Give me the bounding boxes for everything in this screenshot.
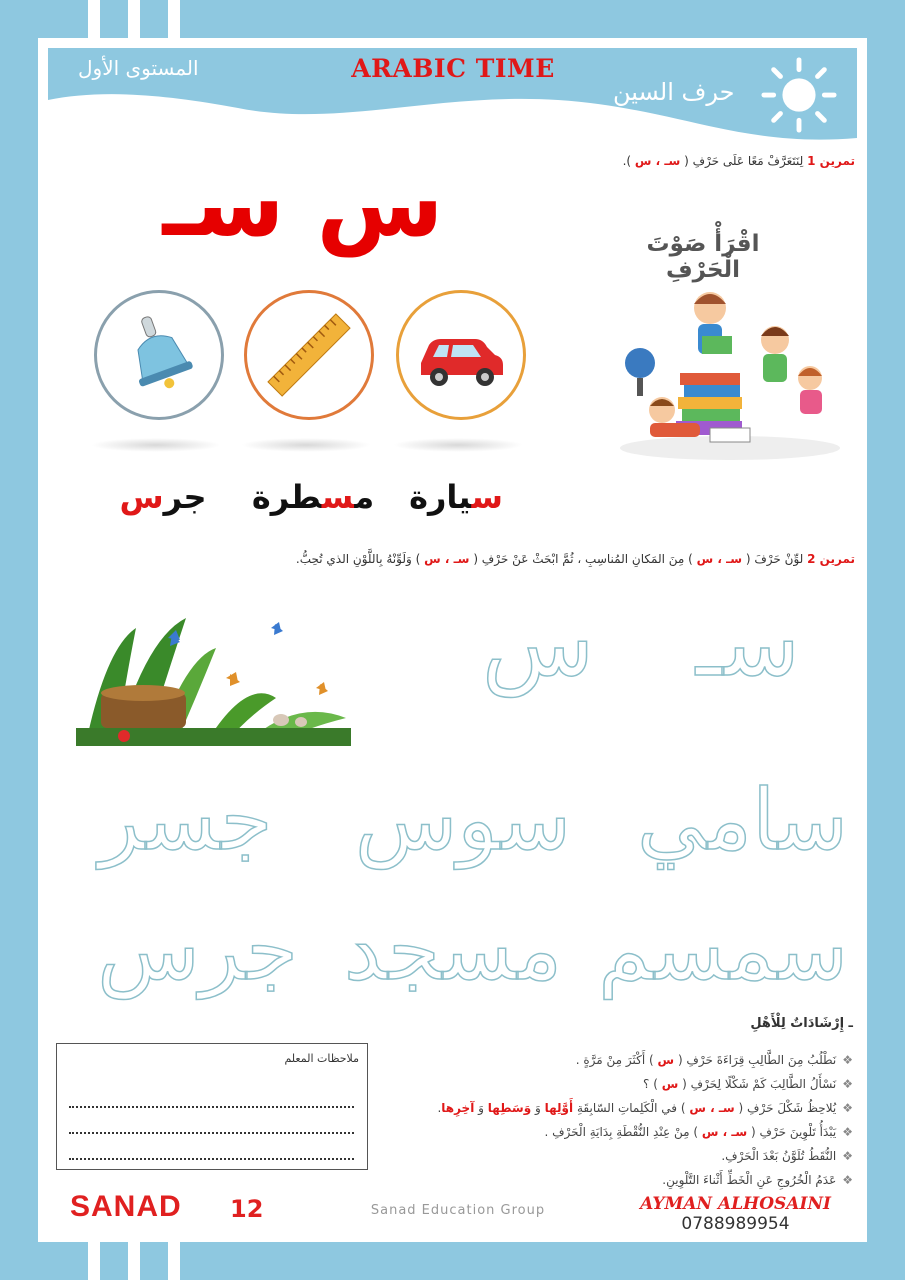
guidance-item: ❖نَسْأَلُ الطَّالِبَ كَمْ شَكْلًا لِحَرْفِ ( س ) ؟ bbox=[643, 1077, 853, 1091]
trace-word-jisr[interactable]: جسر bbox=[99, 771, 273, 869]
trace-word-masjid[interactable]: مسجد bbox=[343, 901, 563, 999]
ruler-shadow bbox=[241, 438, 371, 452]
brand-name: SANAD bbox=[70, 1190, 182, 1223]
author-name: AYMAN ALHOSAINI bbox=[640, 1194, 831, 1214]
trace-word-sami[interactable]: سامي bbox=[637, 771, 848, 869]
notes-line-3[interactable] bbox=[69, 1158, 354, 1160]
level-label: المستوى الأول bbox=[78, 56, 199, 80]
kids-reading-illustration bbox=[610, 278, 850, 463]
worksheet-page bbox=[38, 38, 867, 1242]
car-picture-circle bbox=[396, 290, 526, 420]
header-banner bbox=[38, 38, 867, 168]
trace-letter-initial[interactable]: سـ bbox=[695, 590, 801, 697]
bell-icon bbox=[97, 293, 221, 417]
guidance-item: ❖يَبْدَأُ تَلْوِينَ حَرْفِ ( سـ ، س ) مِنْ عِنْدِ النُّقْطَةِ بِدَايَةِ الْحَرْفِ . bbox=[544, 1125, 853, 1139]
trace-word-jaras[interactable]: جرس bbox=[97, 901, 298, 999]
header-title: ARABIC TIME bbox=[351, 54, 555, 83]
exercise-1-instruction: تمرين 1 لِنَتَعَرَّفْ مَعًا عَلَى حَرْفِ ( سـ ، س ). bbox=[622, 154, 855, 168]
stripe-top-2 bbox=[128, 0, 140, 38]
guidance-item: ❖النُّقَطُ تُلَوَّنُ بَعْدَ الْحَرْفِ. bbox=[721, 1149, 853, 1163]
stripe-bottom-1 bbox=[88, 1242, 100, 1280]
jungle-illustration bbox=[76, 608, 351, 753]
exercise-1-tag: تمرين 1 bbox=[807, 154, 855, 168]
teacher-notes-title: ملاحظات المعلم bbox=[284, 1052, 359, 1065]
bell-shadow bbox=[91, 438, 221, 452]
ruler-picture-circle bbox=[244, 290, 374, 420]
guidance-item: ❖نَطْلُبُ مِنَ الطَّالِبِ قِرَاءَةَ حَرْفِ ( س ) أَكْثَرَ مِنْ مَرَّةٍ . bbox=[575, 1053, 853, 1067]
ruler-icon bbox=[247, 293, 371, 417]
word-ruler: مسطرة bbox=[251, 478, 375, 516]
car-shadow bbox=[393, 438, 523, 452]
exercise-2-tag: تمرين 2 bbox=[807, 552, 855, 566]
notes-line-2[interactable] bbox=[69, 1132, 354, 1134]
education-group: Sanad Education Group bbox=[370, 1203, 546, 1218]
guidance-list bbox=[437, 1048, 853, 1192]
letter-name-label: حرف السين bbox=[613, 78, 735, 106]
guidance-item: ❖يُلاحِظُ شَكْلَ حَرْفِ ( سـ ، س ) في الْكَلِماتِ السّابِقَةِ أَوَّلِها وَ وَسَطِها وَ آخِرِها. bbox=[437, 1101, 853, 1115]
bell-picture-circle bbox=[94, 290, 224, 420]
author-phone: 0788989954 bbox=[681, 1214, 790, 1234]
word-car: سيارة bbox=[409, 478, 503, 516]
trace-word-sous[interactable]: سوس bbox=[354, 771, 572, 869]
guidance-item: ❖عَدَمُ الْخُرُوجِ عَنِ الْخَطِّ أَثْناءَ التَّلْوِينِ. bbox=[662, 1173, 853, 1187]
big-letters: س سـ bbox=[162, 150, 444, 257]
stripe-top-1 bbox=[88, 0, 100, 38]
exercise-2-instruction: تمرين 2 لوِّنْ حَرْفَ ( سـ ، س ) مِنَ المَكانِ المُناسِبِ ، ثُمَّ ابْحَثْ عَنْ حَرْفِ ( سـ ، س ) وَلَوِّنْهُ بِاللَّوْنِ الذي تُحِبُّ. bbox=[295, 552, 855, 566]
stripe-bottom-2 bbox=[128, 1242, 140, 1280]
car-icon bbox=[399, 293, 523, 417]
teacher-notes-box[interactable] bbox=[56, 1043, 368, 1170]
trace-word-simsim[interactable]: سمسم bbox=[598, 901, 848, 999]
sun-icon bbox=[760, 56, 838, 134]
guidance-heading: ـ إِرْشَادَاتٌ لِلْأَهْلِ bbox=[750, 1016, 853, 1031]
brand-number: 12 bbox=[230, 1195, 264, 1223]
read-sound-heading: اقْرَأْ صَوْتَ الْحَرْفِ bbox=[646, 231, 760, 283]
stripe-top-3 bbox=[168, 0, 180, 38]
stripe-bottom-3 bbox=[168, 1242, 180, 1280]
notes-line-1[interactable] bbox=[69, 1106, 354, 1108]
word-bell: جرس bbox=[119, 478, 207, 516]
trace-letter-isolated[interactable]: س bbox=[481, 590, 595, 697]
